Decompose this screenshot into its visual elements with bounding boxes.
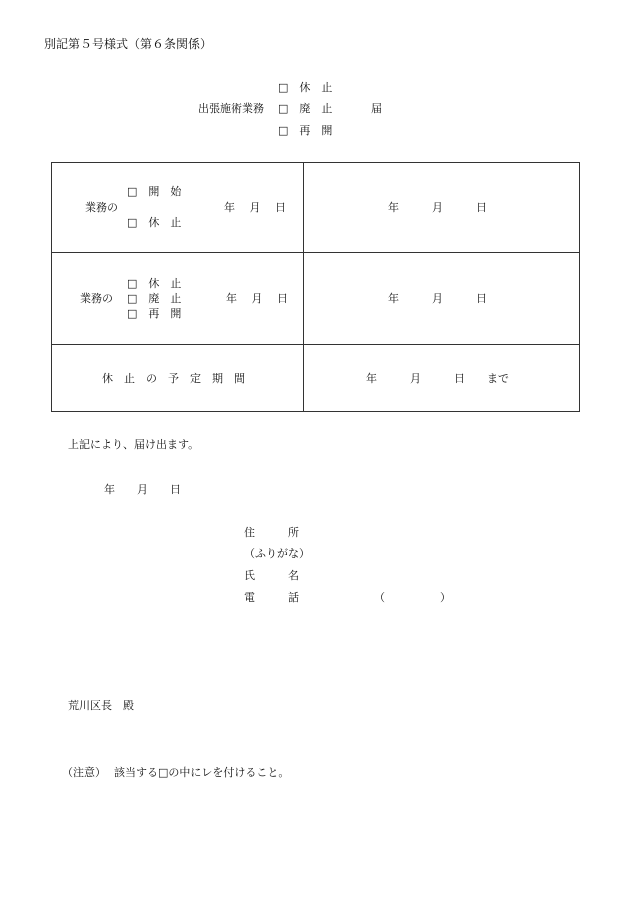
row1-label: 業務の (85, 201, 118, 214)
row1-date-right: 年 月 日 (388, 201, 487, 214)
row2-option-suspend: □ 休 止 (127, 277, 182, 290)
title-suffix: 届 (371, 102, 382, 115)
name-label: 氏 名 (244, 569, 299, 582)
title-option-resume: □ 再 開 (278, 124, 333, 137)
address-label: 住 所 (244, 526, 299, 539)
row3-label: 休 止 の 予 定 期 間 (102, 372, 245, 385)
row2-date-left: 年 月 日 (226, 292, 288, 305)
row2-option-resume: □ 再 開 (127, 307, 182, 320)
title-prefix: 出張施術業務 (198, 102, 264, 115)
row1-option-start: □ 開 始 (127, 185, 182, 198)
table-column-divider (303, 162, 304, 411)
statement: 上記により、届け出ます。 (68, 438, 200, 451)
row2-date-right: 年 月 日 (388, 292, 487, 305)
phone-paren: （ ） (374, 591, 451, 604)
table-row-divider-1 (51, 252, 579, 253)
phone-label: 電 話 (244, 591, 299, 604)
addressee: 荒川区長 殿 (68, 699, 134, 712)
table-row-divider-2 (51, 344, 579, 345)
submit-date: 年 月 日 (104, 483, 181, 496)
row1-option-suspend: □ 休 止 (127, 216, 182, 229)
note-label: （注意） (62, 766, 106, 779)
row2-option-abolish: □ 廃 止 (127, 292, 182, 305)
row3-date-right: 年 月 日 まで (366, 372, 509, 385)
note-text: 該当する□の中にレを付けること。 (114, 766, 290, 779)
row2-label: 業務の (80, 292, 113, 305)
furigana-label: （ふりがな） (244, 547, 310, 560)
title-option-abolish: □ 廃 止 (278, 102, 333, 115)
row1-date-left: 年 月 日 (224, 201, 286, 214)
form-number: 別記第５号様式（第６条関係） (44, 37, 213, 51)
title-option-suspend: □ 休 止 (278, 81, 333, 94)
